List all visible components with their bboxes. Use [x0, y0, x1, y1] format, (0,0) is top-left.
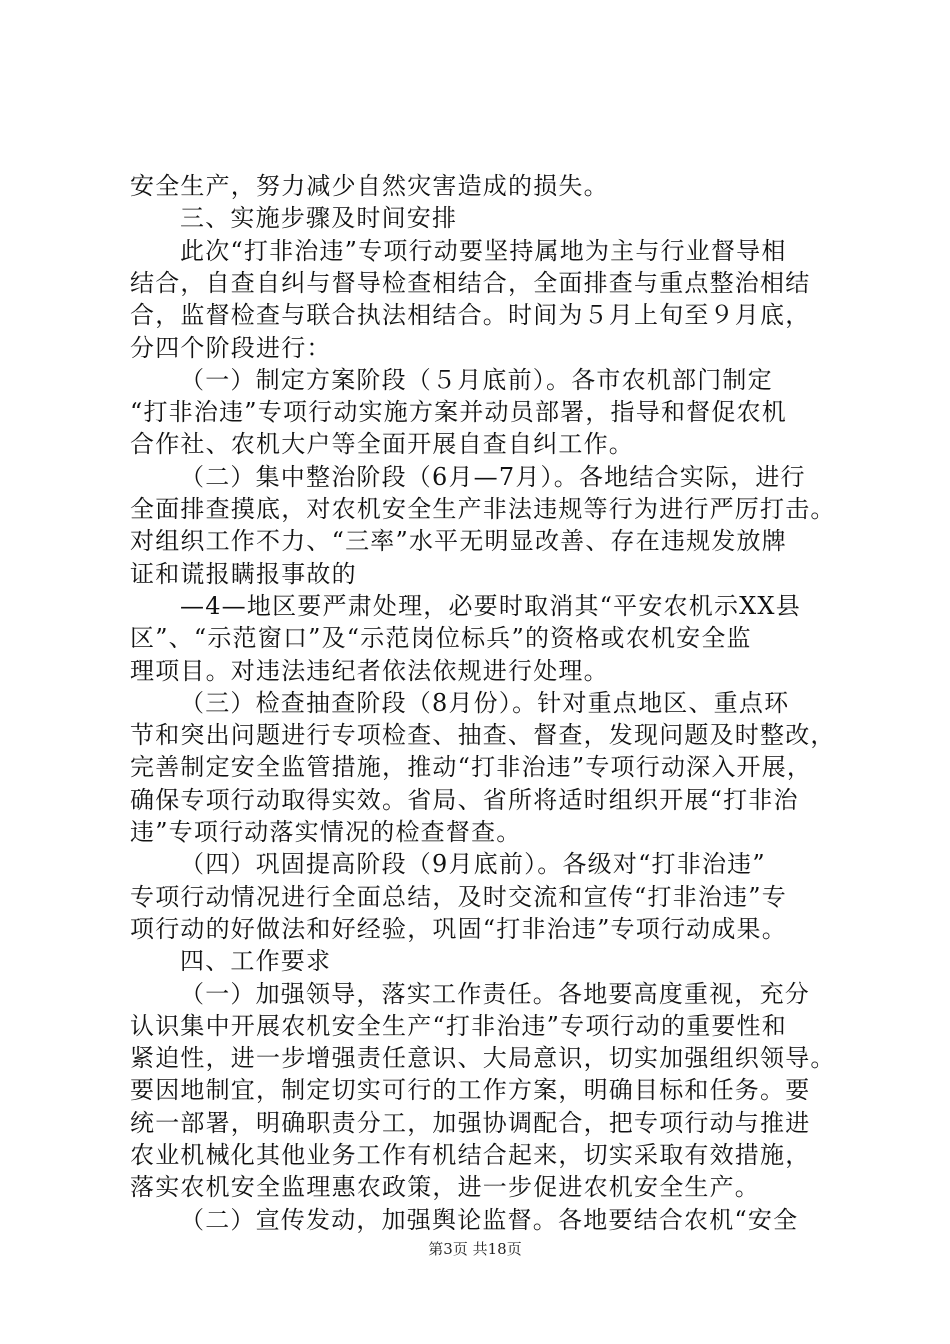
text-line: —4—地区要严肃处理，必要时取消其“平安农机示XX县: [180, 591, 801, 620]
text-line: （一）加强领导，落实工作责任。各地要高度重视，充分: [180, 979, 810, 1008]
text-line: 完善制定安全监管措施，推动“打非治违”专项行动深入开展，: [130, 753, 813, 782]
section-heading: 三、实施步骤及时间安排: [180, 204, 458, 233]
text-line: 合，监督检查与联合执法相结合。时间为５月上旬至９月底，: [130, 301, 811, 330]
text-line: 项行动的好做法和好经验，巩固“打非治违”专项行动成果。: [130, 914, 787, 943]
text-line: （二）集中整治阶段（6月—7月）。各地结合实际，进行: [180, 462, 806, 491]
text-line: 此次“打非治违”专项行动要坚持属地为主与行业督导相: [180, 236, 787, 265]
text-line: 安全生产，努力减少自然灾害造成的损失。: [130, 172, 609, 200]
text-line: 落实农机安全监理惠农政策，进一步促进农机安全生产。: [130, 1173, 760, 1202]
text-line: 全面排查摸底，对农机安全生产非法违规等行为进行严厉打击。: [130, 495, 836, 523]
text-line: 节和突出问题进行专项检查、抽查、督查，发现问题及时整改，: [130, 721, 836, 750]
text-line: （三）检查抽查阶段（8月份）。针对重点地区、重点环: [180, 688, 790, 717]
text-line: 认识集中开展农机安全生产“打非治违”专项行动的重要性和: [130, 1011, 787, 1040]
text-line: （二）宣传发动，加强舆论监督。各地要结合农机“安全: [180, 1205, 799, 1234]
text-line: 统一部署，明确职责分工，加强协调配合，把专项行动与推进: [130, 1108, 811, 1137]
text-line: 对组织工作不力、“三率”水平无明显改善、存在违规发放牌: [130, 527, 787, 556]
section-heading: 四、工作要求: [180, 947, 332, 976]
text-line: 专项行动情况进行全面总结，及时交流和宣传“打非治违”专: [130, 882, 787, 911]
text-line: （一）制定方案阶段（５月底前）。各市农机部门制定: [180, 365, 773, 394]
text-line: （四）巩固提高阶段（9月底前）。各级对“打非治违”: [180, 850, 766, 879]
text-line: 要因地制宜，制定切实可行的工作方案，明确目标和任务。要: [130, 1076, 811, 1105]
text-line: 合作社、农机大户等全面开展自查自纠工作。: [130, 430, 634, 459]
text-line: 紧迫性，进一步增强责任意识、大局意识，切实加强组织领导。: [130, 1044, 836, 1073]
page-number-footer: 第3页 共18页: [428, 1240, 522, 1258]
text-line: 证和谎报瞒报事故的: [130, 559, 357, 588]
text-line: “打非治违”专项行动实施方案并动员部署，指导和督促农机: [130, 398, 787, 427]
text-line: 理项目。对违法违纪者依法依规进行处理。: [130, 656, 609, 685]
text-line: 确保专项行动取得实效。省局、省所将适时组织开展“打非治: [130, 785, 799, 814]
text-line: 结合，自查自纠与督导检查相结合，全面排查与重点整治相结: [130, 268, 811, 297]
text-line: 农业机械化其他业务工作有机结合起来，切实采取有效措施，: [130, 1141, 811, 1169]
text-line: 区”、“示范窗口”及“示范岗位标兵”的资格或农机安全监: [130, 624, 752, 653]
text-line: 分四个阶段进行：: [130, 333, 332, 362]
text-line: 违”专项行动落实情况的检查督查。: [130, 818, 522, 846]
